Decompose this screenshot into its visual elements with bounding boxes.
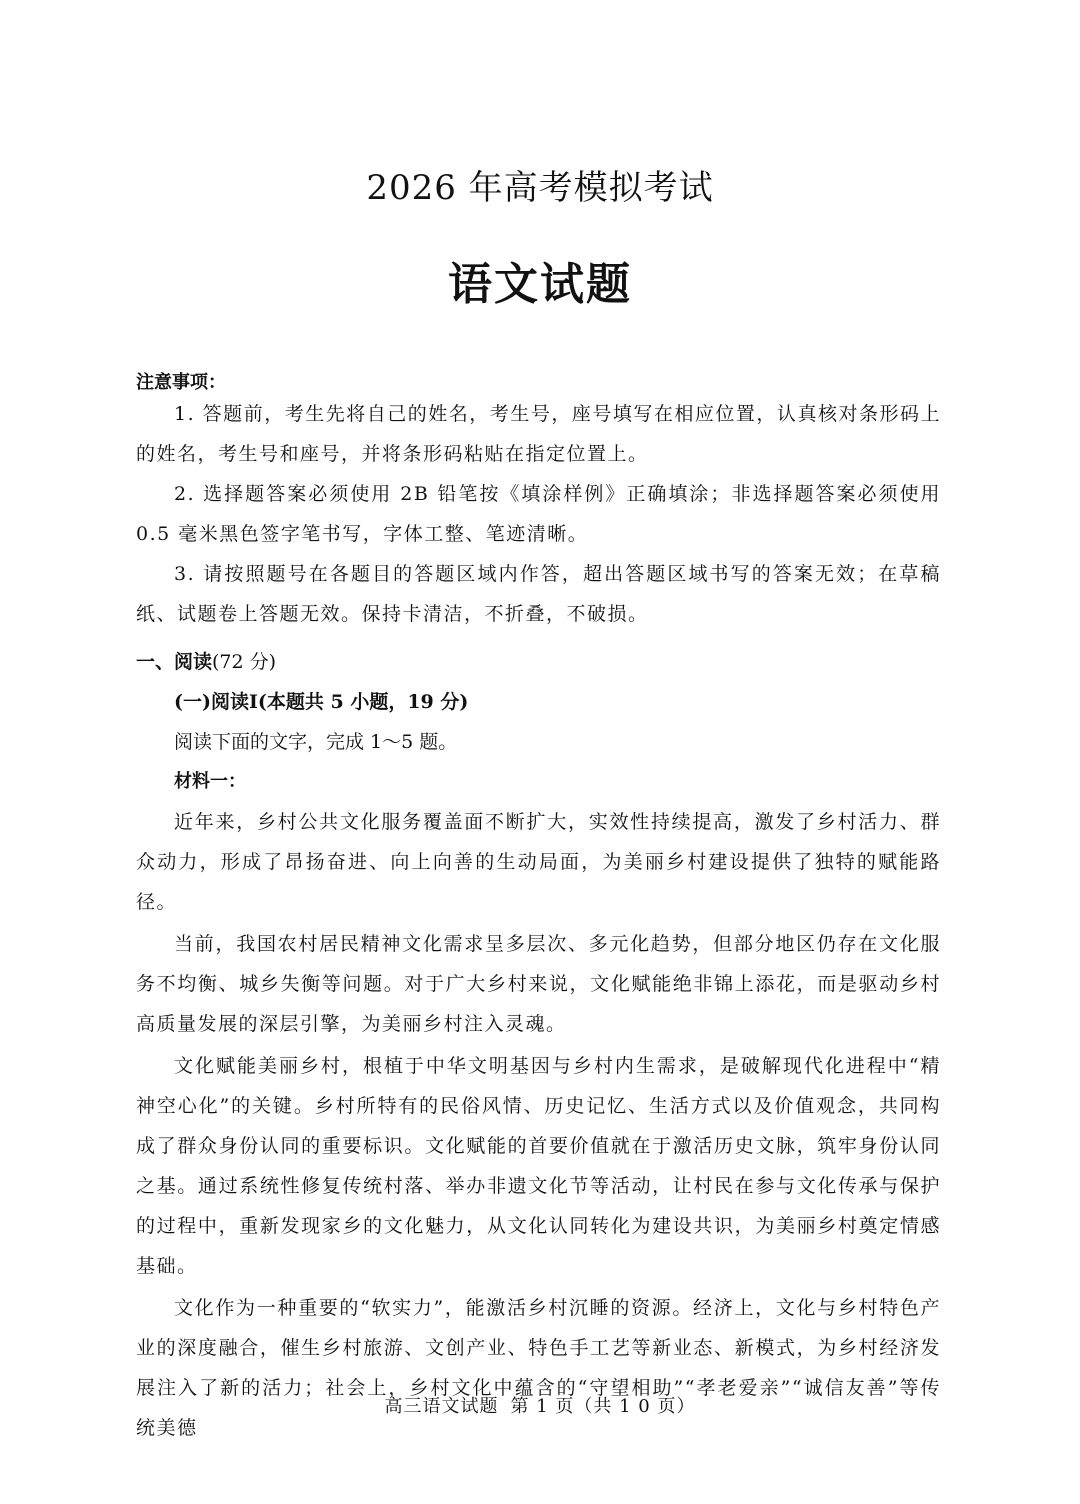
material-paragraph-4: 文化作为一种重要的“软实力”，能激活乡村沉睡的资源。经济上，文化与乡村特色产业的深度融合，催生乡村旅游、文创产业、特色手工艺等新业态、新模式，为乡村经济发展注入了新的活力；社会上，乡村文化中蕴含的“守望相助”“孝老爱亲”“诚信友善”等传统美德 bbox=[136, 1297, 941, 1439]
note-item-3: 3. 请按照题号在各题目的答题区域内作答，超出答题区域书写的答案无效；在草稿纸、试题卷上答题无效。保持卡清洁，不折叠，不破损。 bbox=[136, 563, 941, 625]
material-paragraph-2: 当前，我国农村居民精神文化需求呈多层次、多元化趋势，但部分地区仍存在文化服务不均衡、城乡失衡等问题。对于广大乡村来说，文化赋能绝非锦上添花，而是驱动乡村高质量发展的深层引擎，为美丽乡村注入灵魂。 bbox=[136, 933, 941, 1035]
reading-instruction: 阅读下面的文字，完成 1～5 题。 bbox=[174, 731, 458, 753]
page-footer bbox=[0, 1392, 1080, 1418]
footer-subject: 高三语文试题 bbox=[384, 1396, 499, 1417]
section-title: 一、阅读 bbox=[136, 651, 213, 673]
material-paragraph-1: 近年来，乡村公共文化服务覆盖面不断扩大，实效性持续提高，激发了乡村活力、群众动力，形成了昂扬奋进、向上向善的生动局面，为美丽乡村建设提供了独特的赋能路径。 bbox=[136, 811, 941, 913]
section-score: (72 分) bbox=[212, 651, 277, 673]
notes-list bbox=[136, 394, 941, 634]
subsection-detail: (本题共 5 小题，19 分) bbox=[257, 691, 469, 713]
material-text bbox=[136, 802, 941, 1448]
subsection-title: (一)阅读Ⅰ bbox=[174, 691, 258, 713]
material-label: 材料一： bbox=[174, 771, 246, 792]
section-heading bbox=[136, 642, 276, 682]
notes-heading: 注意事项： bbox=[136, 372, 226, 393]
note-item-2: 2. 选择题答案必须使用 2B 铅笔按《填涂样例》正确填涂；非选择题答案必须使用0.5 毫米黑色签字笔书写，字体工整、笔迹清晰。 bbox=[136, 483, 941, 545]
subject-title: 语文试题 bbox=[448, 259, 632, 310]
footer-page-number: 第 1 页（共 1 0 页） bbox=[510, 1396, 696, 1417]
note-item-1: 1. 答题前，考生先将自己的姓名，考生号，座号填写在相应位置，认真核对条形码上的姓名，考生号和座号，并将条形码粘贴在指定位置上。 bbox=[136, 403, 941, 465]
subsection-heading bbox=[174, 682, 468, 722]
material-paragraph-3: 文化赋能美丽乡村，根植于中华文明基因与乡村内生需求，是破解现代化进程中“精神空心化”的关键。乡村所特有的民俗风情、历史记忆、生活方式以及价值观念，共同构成了群众身份认同的重要标识。文化赋能的首要价值就在于激活历史文脉，筑牢身份认同之基。通过系统性修复传统村落、举办非遗文化节等活动，让村民在参与文化传承与保护的过程中，重新发现家乡的文化魅力，从文化认同转化为建设共识，为美丽乡村奠定情感基础。 bbox=[136, 1055, 941, 1277]
exam-title: 2026 年高考模拟考试 bbox=[366, 168, 714, 208]
